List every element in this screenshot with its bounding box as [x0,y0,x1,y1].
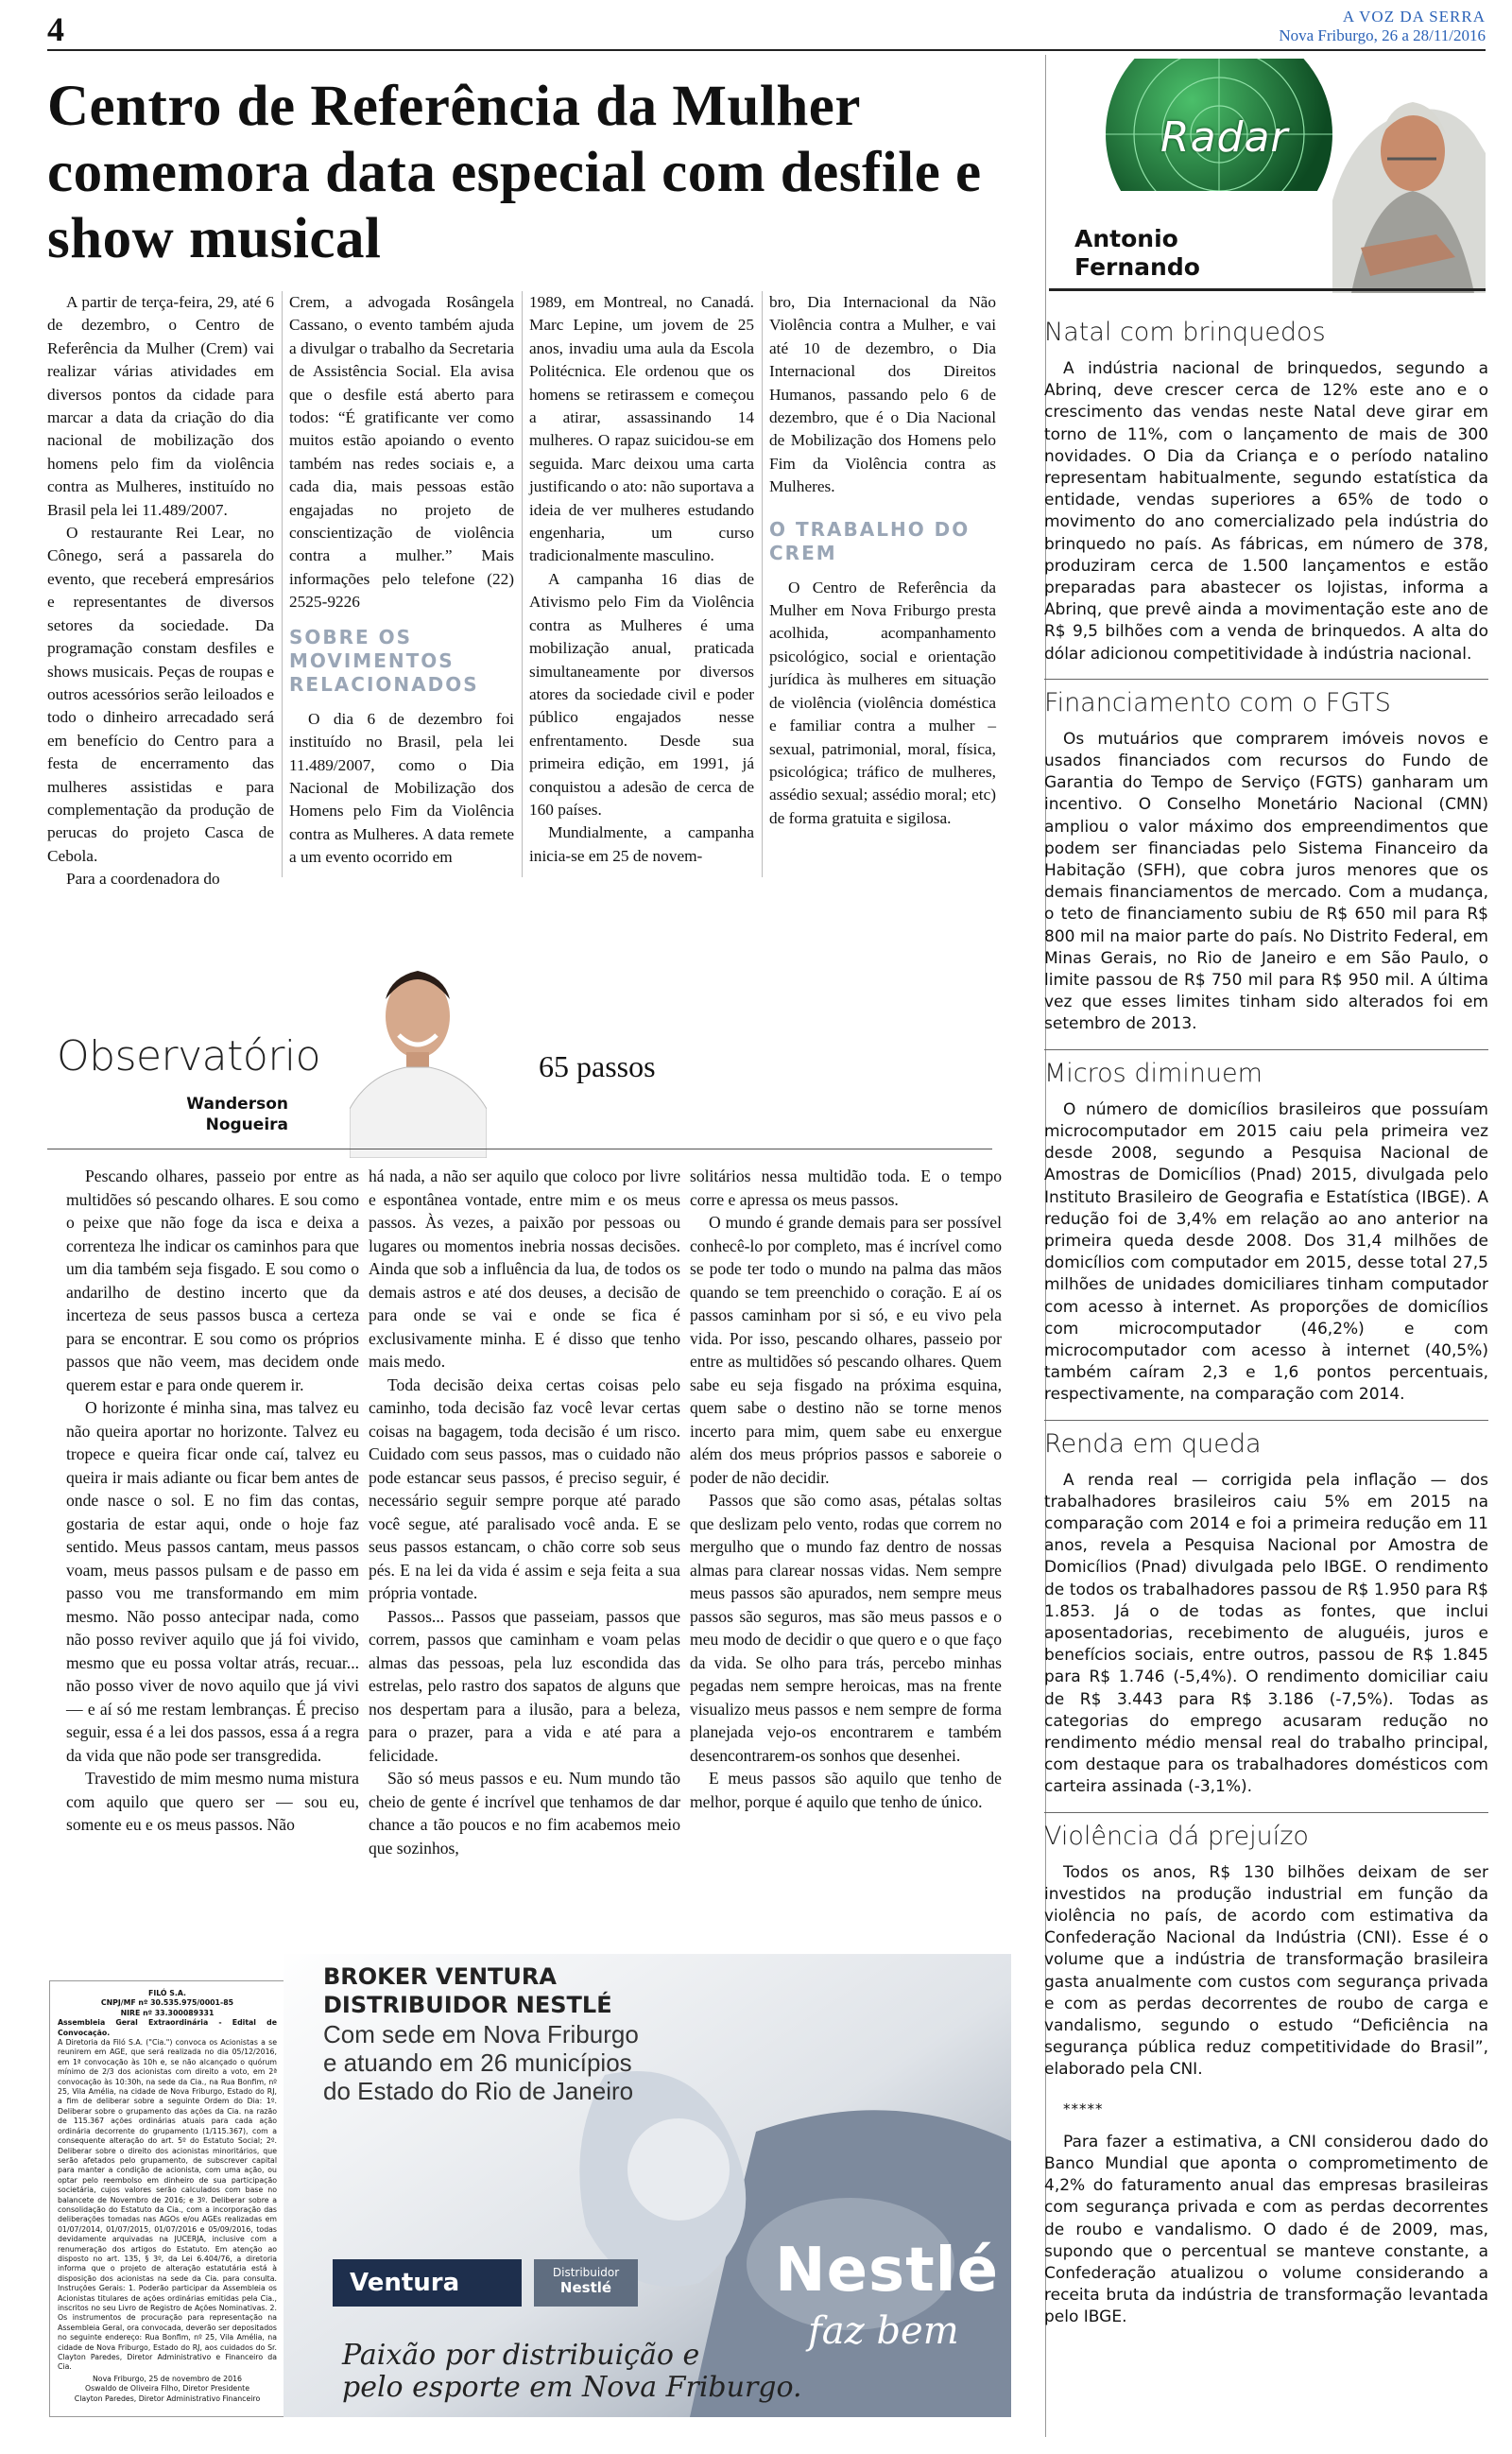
radar-section-title: Renda em queda [1044,1420,1488,1460]
article-subhead: SOBRE OS MOVIMENTOS RELACIONADOS [289,625,479,696]
radar-paragraph: O número de domicílios brasileiros que possuíam microcomputador em 2015 caiu pela primeira vez desde 2008, segundo a Pesquisa Nacional de Amostras de Domicílios (Pnad) 2015, divulgada pelo Instituto Brasileiro de Geografia e Estatística (IBGE). A redução foi de 3,4% em relação ao ano anterior na primeira queda desde 2008. Dos 31,4 milhões de domicílios com computador em 2015, desse total 27,5 milhões de unidades domiciliares tinham computador com acesso à internet. As proporções de domicílios com microcomputador (46,2%) e com microcomputador com acesso à internet (40,5%) também caíram 2,3 e 1,6 pontos percentuais, respectivamente, na comparação com 2014. [1044,1099,1488,1405]
radar-section-text [1044,1862,1488,2329]
article-paragraph: Crem, a advogada Rosângela Cassano, o evento também ajuda a divulgar o trabalho da Secretaria de Assistência Social. Ela avisa que o desfile está aberto para todos: “É gratificante ver como muitos estão apoiando o evento também nas redes sociais e, a cada dia, mais pessoas estão engajadas no projeto de conscientização de violência contra a mulher.” Mais informações pelo telefone (22) 2525-9226 [289,293,514,612]
header-rule [47,49,1486,51]
ad-slogan-line: Paixão por distribuição e [342,2339,700,2372]
radar-author [1074,225,1200,282]
page-number: 4 [47,10,64,48]
nestle-distributor-logo [534,2259,638,2307]
article-paragraph: Mundialmente, a campanha inicia-se em 25 de novem- [529,823,754,865]
column-paragraph: solitários nessa multidão toda. E o tempo corre e apressa os meus passos. [690,1167,1002,1209]
radar-section-title: Violência dá prejuízo [1044,1812,1488,1853]
article-column-1 [47,291,274,891]
ad-slogan-line: pelo esporte em Nova Friburgo. [342,2371,802,2404]
nestle-tagline: faz bem [808,2309,959,2353]
article-paragraph: O Centro de Referência da Mulher em Nova Friburgo presta acolhida, acompanhamento psicológico, social e orientação jurídica às mulheres em situação de violência (violência doméstica e familiar contra a mulher – sexual, patrimonial, moral, física, psicológica; tráfico de mulheres, assédio sexual; assédio moral; etc) de forma gratuita e sigilosa. [769,578,996,827]
nestle-distributor-label: Distribuidor [552,2266,620,2279]
radar-section-title: Micros diminuem [1044,1049,1488,1090]
column-paragraph: Passos... Passos que passeiam, passos que correm, passos que caminham e voam pelas almas das pessoas, pela luz escondida das estrelas, pelo rastro dos sapatos de alguns que nos despertam para a ilusão, para a beleza, para o prazer, para a vida e até para a felicidade. [369,1606,680,1765]
notice-title: Assembleia Geral Extraordinária - Edital de Convocação. [58,2018,277,2037]
radar-paragraph: A renda real — corrigida pela inflação — dos trabalhadores brasileiros caiu 5% em 2015 na comparação com 2014 e foi a primeira redução em 11 anos, revela a Pesquisa Nacional por Amostra de Domicílios (Pnad) divulgada pelo IBGE. O rendimento de todos os trabalhadores passou de R$ 1.950 para R$ 1.853. Já o de todas as fontes, que inclui aposentadorias, recebimento de aluguéis, juros e benefícios sociais, entre outros, passou de R$ 1.845 para R$ 1.746 (-5,4%). O rendimento domiciliar caiu de R$ 3.443 para R$ 3.186 (-7,5%). Todas as categorias do emprego acusaram redução no rendimento médio mensal real do trabalho principal, com destaque para os trabalhadores domésticos com carteira assinada (-3,1%). [1044,1470,1488,1797]
legal-notice [49,1980,285,2417]
radar-title: Radar [1160,113,1289,162]
article-paragraph: O dia 6 de dezembro foi instituído no Brasil, pela lei 11.489/2007, como o Dia Nacional de Mobilização dos Homens pelo Fim da Violência contra as Mulheres. A data remete a um evento ocorrido em [289,709,514,867]
column-paragraph: E meus passos são aquilo que tenho de melhor, porque é aquilo que tenho de único. [690,1769,1002,1811]
notice-body: A Diretoria da Filó S.A. ("Cia.") convoca os Acionistas a se reunirem em AGE, que será realizada no dia 05/12/2016, em 1ª convocação às 10h e, se não alcançado o quórum mínimo de 2/3 dos acionistas com direito a voto, em 2ª convocação às 10:30h, na sede da Cia., na Rua Bonfim, nº 25, Vila Amélia, na cidade de Nova Friburgo, Estado do RJ, a fim de deliberar sobre a seguinte Ordem do Dia: 1º. Deliberar sobre o grupamento das ações da Cia. na razão de 115.367 ações ordinárias atuais para cada ação ordinária decorrente do grupamento (1/115.367), com a consequente alteração do art. 5º do Estatuto Social; 2º. Deliberar sobre o direito dos acionistas minoritários, que serão afetados pelo grupamento, de subscrever capital para manter a condição de acionista, com uma ação, ou optar pelo reembolso em dinheiro de sua participação societária, cujos valores serão calculados com base no balancete de Novembro de 2016; e 3º. Deliberar sobre a consolidação do Estatuto da Cia., com a incorporação das deliberações tomadas nas AGOs e/ou AGEs realizadas em 01/07/2014, 01/07/2015, 01/07/2016 e 05/09/2016, todas devidamente arquivadas na JUCERJA, inclusive com a renumeração dos artigos do Estatuto. Em atenção ao disposto no art. 135, § 3º, da Lei 6.404/76, a diretoria informa que o projeto de alteração estatutária está à disposição dos acionistas na sede da Cia. para consulta. Instruções Gerais: 1. Poderão participar da Assembleia os Acionistas titulares de ações ordinárias emitidas pela Cia., inscritos no seu Livro de Registro de Ações Nominativas. 2. Os instrumentos de procuração para representação na Assembleia Geral, ora convocada, deverão ser depositados no seguinte endereço: Rua Bonfim, nº 25, Vila Amélia, na cidade de Nova Friburgo, Estado do RJ, aos cuidados do Sr. Clayton Paredes, Diretor Administrativo e Financeiro da Cia. [58,2038,277,2372]
radar-paragraph: Os mutuários que comprarem imóveis novos e usados financiados com recursos do Fundo de Garantia do Tempo de Serviço (FGTS) ganharam um incentivo. O Conselho Monetário Nacional (CMN) ampliou o valor máximo dos empreendimentos que podem ser financiadas pelo Sistema Financeiro da Habitação (SFH), que cobra juros menores que os demais financiamentos de mercado. Com a mudança, o teto de financiamento subiu de R$ 650 mil para R$ 800 mil na maior parte do país. No Distrito Federal, em Minas Gerais, no Rio de Janeiro e em São Paulo, o limite passou de R$ 750 mil para R$ 950 mil. A última vez que esses limites tinham sido alterados foi em setembro de 2013. [1044,729,1488,1034]
article-paragraph: Para a coordenadora do [66,870,220,889]
columnist-last-name: Nogueira [205,1115,288,1134]
article-paragraph: A campanha 16 dias de Ativismo pelo Fim da Violência contra as Mulheres é uma mobilização anual, praticada simultaneamente por diversos atores da sociedade civil e poder público engajados nesse enfrentamento. Desde sua primeira edição, em 1991, já conquistou a adesão de cerca de 160 países. [529,569,754,819]
column-paragraph: São só meus passos e eu. Num mundo tão cheio de gente é incrível que tenhamos de dar chance a tão poucos e no fim acabemos meio que sozinhos, [369,1769,680,1858]
columnist-photo [350,950,487,1158]
ad-description-line: do Estado do Rio de Janeiro [323,2077,634,2105]
column-paragraph: O mundo é grande demais para ser possível conhecê-lo por completo, mas é incrível como se pode ter todo o mundo na palma das mãos quando se tem preenchido o coração. E aí os passos caminham por si só, e eu vivo pela vida. Por isso, pescando olhares, passeio por entre as multidões só pescando olhares. Quem sabe eu seja fisgado na próxima esquina, quem sabe o destino não se torne menos incerto para mim, quem sabe eu enxergue além dos meus próprios passos e saboreie o poder de não decidir. [690,1213,1002,1487]
column-divider [522,291,523,877]
notice-cnpj: CNPJ/MF nº 30.535.975/0001-85 [100,1998,234,2008]
article-paragraph: bro, Dia Internacional da Não Violência contra a Mulher, e vai até 10 de dezembro, o Dia Internacional dos Direitos Humanos, passando pelo 6 de dezembro, que é o Dia Nacional de Mobilização dos Homens pelo Fim da Violência contra as Mulheres. [769,293,996,496]
column-paragraph: Passos que são como asas, pétalas soltas que deslizam pelo vento, rodas que correm no mergulho que o mundo faz dentro de nossas almas para clarear nossas vidas. Nem sempre meus passos são apurados, nem sempre meus passos são seguros, mas são meus passos e o meu modo de decidir o que quero e o que faço da vida. Se olho para trás, percebo minhas pegadas nem sempre heroicas, mas na frente visualizo meus passos e nem sempre de forma planejada vejo-os encontrarem e também desencontrarem-os sonhos que desenhei. [690,1491,1002,1765]
main-headline: Centro de Referência da Mulher comemora data especial com desfile e show musical [47,75,982,270]
publication-name: A VOZ DA SERRA [1342,8,1486,26]
column-text-1 [66,1165,359,1837]
column-paragraph: Pescando olhares, passeio por entre as multidões só pescando olhares. E sou como o peixe que não foge da isca e deixa a correnteza lhe indicar os caminhos para que um dia também seja fisgado. E sou como o andarilho de destino incerto que da incerteza de seus passos busca a certeza para se encontrar. E sou como os próprios passos que não veem, mas decidem onde querem estar e para onde querem ir. [66,1167,359,1394]
article-column-2 [289,291,514,870]
notice-date: Nova Friburgo, 25 de novembro de 2016 [92,2374,243,2383]
radar-rule [1049,288,1486,291]
radar-section-text [1044,1099,1488,1407]
publication-header [1279,8,1486,45]
ad-description-line: Com sede em Nova Friburgo [323,2020,639,2048]
article-paragraph: 1989, em Montreal, no Canadá. Marc Lepine, um jovem de 25 anos, invadiu uma aula da Escola Politécnica. Ele ordenou que os homens se retirassem e começou a atirar, assassinando 14 mulheres. O rapaz suicidou-se em seguida. Marc deixou uma carta justificando o ato: não suportava a ideia de ver mulheres estudando engenharia, um curso tradicionalmente masculino. [529,293,754,565]
column-text-3 [690,1165,1002,1813]
radar-paragraph: Para fazer a estimativa, a CNI considerou dado do Banco Mundial que aponta o comprometimento de 4,2% do faturamento anual das empresas brasileiras com segurança privada e com as perdas decorrentes de roubo e vandalismo. O dado é de 2009, mas, supondo que o percentual se manteve constante, a Confederação atualizou o volume considerando a receita bruta da indústria de transformação levantada pelo IBGE. [1044,2132,1488,2327]
column-text-2 [369,1165,680,1859]
column-section-title: Observatório [57,1032,321,1080]
columnist-name [151,1094,288,1135]
article-paragraph: O restaurante Rei Lear, no Cônego, será a passarela do evento, que receberá empresários e representantes de diversos setores da sociedade. Da programação constam desfiles e shows musicais. Peças de roupas e outros acessórios serão leiloados e todo o dinheiro arrecadado será em benefício do Centro para a festa de encerramento das mulheres assistidas e para complementação da produção de perucas do projeto Casca de Cebola. [47,524,274,865]
column-paragraph: Toda decisão deixa certas coisas pelo caminho, toda decisão faz você levar certas coisas na bagagem, toda decisão é um risco. Cuidado com seus passos, mas o cuidado não pode estancar seus passos, é preciso seguir, é necessário seguir sempre porque até parado você segue, até paralisado você anda. E se seus passos estancam, o chão corre sob seus pés. E na lei da vida é assim e seja feita a sua própria vontade. [369,1374,680,1602]
article-paragraph: A partir de terça-feira, 29, até 6 de dezembro, o Centro de Referência da Mulher (Crem) vai realizar várias atividades em diversos pontos da cidade para marcar a data da criação do dia nacional de mobilização dos homens pelo fim da violência contra as Mulheres, instituído no Brasil pela lei 11.489/2007. [47,293,274,519]
ad-slogan [342,2340,802,2404]
column-headline: 65 passos [539,1049,656,1083]
ventura-logo: Ventura [333,2259,522,2307]
edition-date: Nova Friburgo, 26 a 28/11/2016 [1279,26,1486,44]
radar-section-text [1044,1470,1488,1799]
ad-role: DISTRIBUIDOR NESTLÉ [323,1992,612,2018]
article-subhead: O TRABALHO DO CREM [769,517,971,564]
ad-description-line: e atuando em 26 municípios [323,2048,632,2077]
section-separator: ***** [1063,2100,1104,2117]
column-paragraph: Travestido de mim mesmo numa mistura com aquilo que quero ser — sou eu, somente eu e os meus passos. Não [66,1769,359,1834]
columnist-first-name: Wanderson [186,1095,288,1114]
column-paragraph: há nada, a não ser aquilo que coloco por livre e espontânea vontade, entre mim e os meus passos. Às vezes, a paixão por pessoas ou lugares ou momentos inebria nossas decisões. Ainda que sob a influência da lua, de todos os demais astros e até dos deuses, a decisão de para onde se vai e onde se fica é exclusivamente minha. E é disso que tenho mais medo. [369,1167,680,1371]
radar-section-title: Financiamento com o FGTS [1044,679,1488,719]
radar-section-title: Natal com brinquedos [1044,318,1326,347]
notice-signature-2: Clayton Paredes, Diretor Administrativo Financeiro [74,2394,261,2403]
ad-company: BROKER VENTURA [323,1963,557,1990]
radar-section-text [1044,729,1488,1036]
radar-section-text [1044,358,1488,665]
notice-company: FILÓ S.A. [148,1989,186,1997]
radar-paragraph: Todos os anos, R$ 130 bilhões deixam de ser investidos na produção industrial em função da violência no país, de acordo com estimativa da Confederação Nacional da Indústria (CNI). Esse é o volume que a indústria de transformação brasileira gasta anualmente com custos com segurança privada e com as perdas decorrentes de roubo de carga e vandalismo, segundo o estudo “Deficiência na segurança pública reduz competitividade do Brasil”, elaborado pela CNI. [1044,1862,1488,2080]
advertisement [284,1943,1011,2417]
column-divider [282,291,283,877]
nestle-distributor-brand: Nestlé [559,2279,612,2296]
column-paragraph: O horizonte é minha sina, mas talvez eu não queira aportar no horizonte. Talvez eu tropece e queira ficar onde caí, talvez eu queira ir mais adiante ou ficar bem antes de onde nasce o sol. E no fim das contas, gostaria de estar aqui, onde o hoje faz sentido. Meus passos cantam, meus passos voam, meus passos pulsam e de passo em passo vou me transformando em mim mesmo. Não posso antecipar nada, como não posso reviver aquilo que já foi vivido, mesmo que eu possa voltar atrás, recuar... não posso viver de novo aquilo que já vivi — e aí só me restam lembranças. É preciso seguir, essa é a lei dos passos, essa á a regra da vida que não pode ser transgredida. [66,1398,359,1765]
article-column-3 [529,291,754,868]
column-divider [762,291,763,877]
notice-signature-1: Oswaldo de Oliveira Filho, Diretor Presidente [84,2384,250,2394]
nestle-logo: Nestlé [775,2236,999,2306]
radar-column [1044,317,1488,2329]
radar-author-last: Fernando [1074,253,1200,281]
radar-paragraph: A indústria nacional de brinquedos, segundo a Abrinq, deve crescer cerca de 12% este ano e o crescimento das vendas neste Natal deve girar em torno de 11%, com o lançamento de mais de 300 novidades. O Dia da Criança e o período natalino representam habitualmente, segundo estatística da entidade, vendas superiores a 65% de todo o movimento do ano comercializado pela indústria do brinquedo no país. As fábricas, em número de 378, produziram cerca de 1.500 lançamentos e estão preparadas para abastecer os lojistas, informa a Abrinq, que prevê ainda a movimentação este ano de R$ 9,5 bilhões com a venda de brinquedos. A alta do dólar adicionou competitividade à indústria nacional. [1044,359,1488,664]
radar-author-first: Antonio [1074,225,1178,252]
article-column-4 [769,291,996,830]
notice-nire: NIRE nº 33.300089331 [120,2008,215,2017]
ad-description [323,2020,639,2105]
